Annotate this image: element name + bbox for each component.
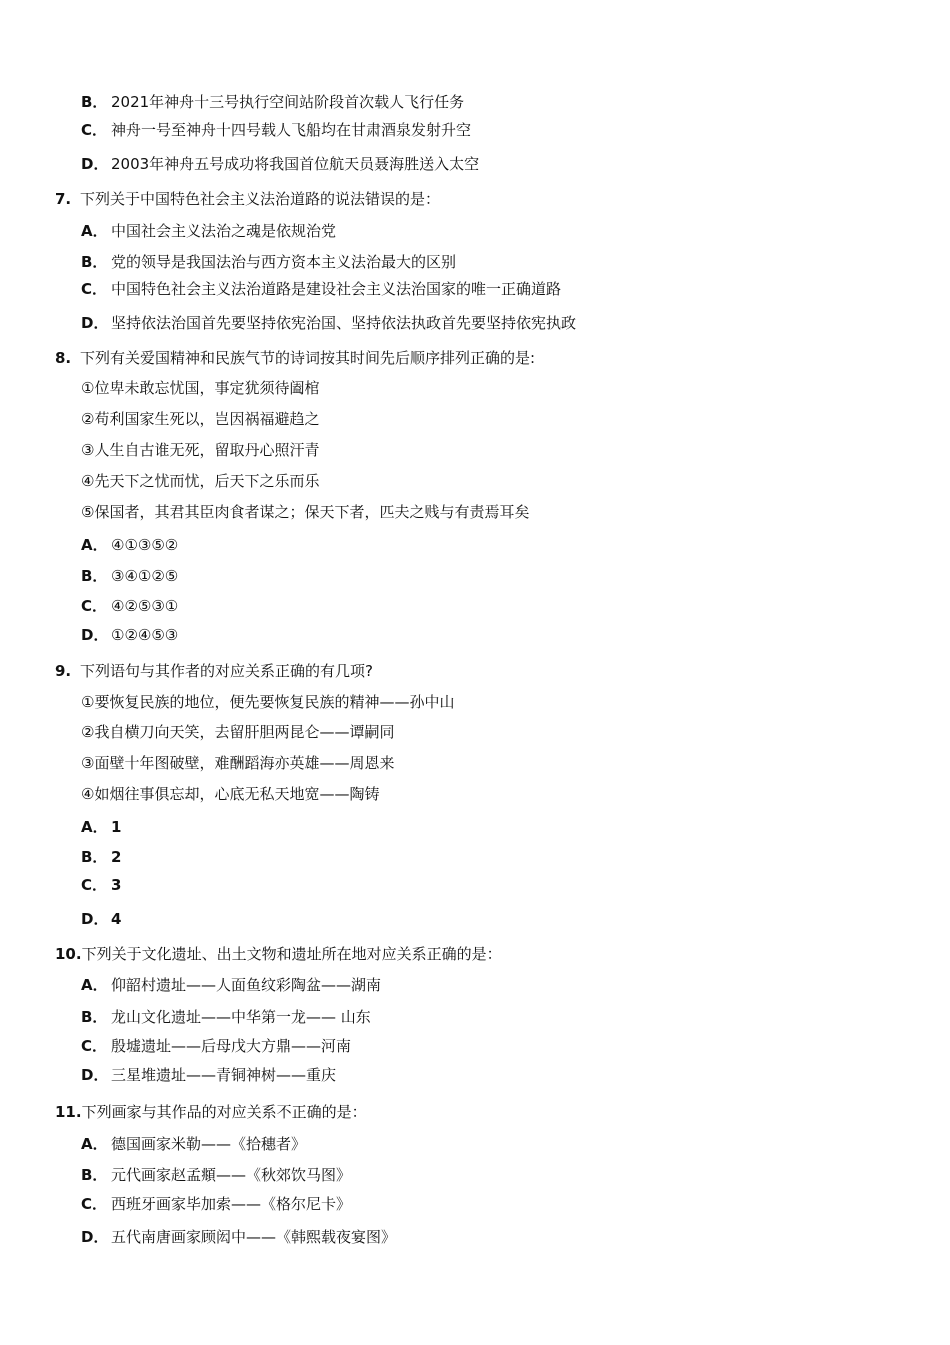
option-text: 三星堆遗址——青铜神树——重庆 [111, 1066, 337, 1084]
q9-option-c[interactable] [81, 875, 121, 895]
option-text: 龙山文化遗址——中华第一龙—— 山东 [111, 1008, 371, 1026]
option-text: 2021年神舟十三号执行空间站阶段首次载人飞行任务 [111, 93, 465, 111]
option-text: 中国特色社会主义法治道路是建设社会主义法治国家的唯一正确道路 [111, 280, 562, 298]
option-label: D． [81, 314, 109, 332]
option-text: ①②④⑤③ [111, 626, 179, 644]
question-number: 7. [55, 190, 72, 208]
option-text: 2 [111, 848, 122, 866]
q8-item-1: ①位卑未敢忘忧国，事定犹须待阖棺 [81, 379, 320, 397]
option-label: D． [81, 155, 109, 173]
q10-option-d[interactable] [81, 1065, 336, 1085]
q7-option-b[interactable] [81, 252, 456, 272]
option-text: 西班牙画家毕加索——《格尔尼卡》 [111, 1195, 352, 1213]
option-text: 3 [111, 876, 122, 894]
option-text: ④②⑤③① [111, 597, 179, 615]
q10-option-c[interactable] [81, 1036, 351, 1056]
option-label: D． [81, 626, 109, 644]
question-number: 10. [55, 945, 82, 963]
option-label: C． [81, 876, 108, 894]
option-text: 4 [111, 910, 122, 928]
q8-option-a[interactable] [81, 535, 178, 555]
question-text: 下列语句与其作者的对应关系正确的有几项? [80, 662, 373, 680]
option-text: ④①③⑤② [111, 536, 179, 554]
option-label: C． [81, 1037, 108, 1055]
q11-option-c[interactable] [81, 1194, 351, 1214]
option-label: B． [81, 1166, 108, 1184]
option-label: B． [81, 93, 108, 111]
option-text: ③④①②⑤ [111, 567, 179, 585]
option-label: B． [81, 1008, 108, 1026]
q10-option-b[interactable] [81, 1007, 371, 1027]
q11-option-d[interactable] [81, 1227, 396, 1247]
option-label: A． [81, 222, 108, 240]
q9-option-d[interactable] [81, 909, 121, 929]
option-text: 神舟一号至神舟十四号载人飞船均在甘肃酒泉发射升空 [111, 121, 472, 139]
option-text: 坚持依法治国首先要坚持依宪治国、坚持依法执政首先要坚持依宪执政 [111, 314, 577, 332]
q9-item-2: ②我自横刀向天笑，去留肝胆两昆仑——谭嗣同 [81, 723, 395, 741]
q10-stem [55, 944, 502, 964]
option-text: 五代南唐画家顾闳中——《韩熙载夜宴图》 [111, 1228, 397, 1246]
question-text: 下列画家与其作品的对应关系不正确的是： [81, 1103, 367, 1121]
q8-stem [55, 348, 535, 368]
q9-item-1: ①要恢复民族的地位，便先要恢复民族的精神——孙中山 [81, 693, 455, 711]
option-text: 殷墟遗址——后母戊大方鼎——河南 [111, 1037, 352, 1055]
q11-option-a[interactable] [81, 1134, 306, 1154]
q8-item-5: ⑤保国者，其君其臣肉食者谋之；保天下者，匹夫之贱与有责焉耳矣 [81, 503, 530, 521]
option-text: 德国画家米勒——《拾穗者》 [111, 1135, 307, 1153]
q9-option-b[interactable] [81, 847, 121, 867]
q8-item-3: ③人生自古谁无死，留取丹心照汗青 [81, 441, 320, 459]
q8-item-4: ④先天下之忧而忧，后天下之乐而乐 [81, 472, 320, 490]
q7-option-c[interactable] [81, 279, 561, 299]
option-label: D． [81, 910, 109, 928]
option-label: C． [81, 1195, 108, 1213]
q9-option-a[interactable] [81, 817, 121, 837]
q6-option-d[interactable] [81, 154, 479, 174]
q7-option-a[interactable] [81, 221, 336, 241]
option-text: 仰韶村遗址——人面鱼纹彩陶盆——湖南 [111, 976, 382, 994]
q11-option-b[interactable] [81, 1165, 351, 1185]
q8-option-b[interactable] [81, 566, 178, 586]
option-text: 党的领导是我国法治与西方资本主义法治最大的区别 [111, 253, 457, 271]
option-label: B． [81, 253, 108, 271]
option-text: 1 [111, 818, 122, 836]
q8-item-2: ②苟利国家生死以，岂因祸福避趋之 [81, 410, 320, 428]
q10-option-a[interactable] [81, 975, 381, 995]
option-label: A． [81, 536, 108, 554]
q8-option-d[interactable] [81, 625, 178, 645]
q7-stem [55, 189, 440, 209]
question-text: 下列关于中国特色社会主义法治道路的说法错误的是： [80, 190, 441, 208]
option-label: D． [81, 1228, 109, 1246]
option-label: B． [81, 567, 108, 585]
option-label: C． [81, 597, 108, 615]
q9-item-3: ③面壁十年图破壁，难酬蹈海亦英雄——周恩来 [81, 754, 395, 772]
question-text: 下列有关爱国精神和民族气节的诗词按其时间先后顺序排列正确的是: [80, 349, 536, 367]
option-text: 2003年神舟五号成功将我国首位航天员聂海胜送入太空 [111, 155, 480, 173]
q8-option-c[interactable] [81, 596, 178, 616]
option-label: C． [81, 121, 108, 139]
option-label: B． [81, 848, 108, 866]
q9-item-4: ④如烟往事俱忘却，心底无私天地宽——陶铸 [81, 785, 380, 803]
q6-option-b[interactable] [81, 92, 464, 112]
option-label: D． [81, 1066, 109, 1084]
question-number: 11. [55, 1103, 82, 1121]
option-label: A． [81, 818, 108, 836]
q11-stem [55, 1102, 367, 1122]
option-label: A． [81, 1135, 108, 1153]
question-number: 9. [55, 662, 72, 680]
option-text: 元代画家赵孟頫——《秋郊饮马图》 [111, 1166, 352, 1184]
option-text: 中国社会主义法治之魂是依规治党 [111, 222, 337, 240]
option-label: A． [81, 976, 108, 994]
option-label: C． [81, 280, 108, 298]
q9-stem [55, 661, 373, 681]
question-text: 下列关于文化遗址、出土文物和遗址所在地对应关系正确的是： [81, 945, 502, 963]
question-number: 8. [55, 349, 72, 367]
q6-option-c[interactable] [81, 120, 471, 140]
q7-option-d[interactable] [81, 313, 576, 333]
